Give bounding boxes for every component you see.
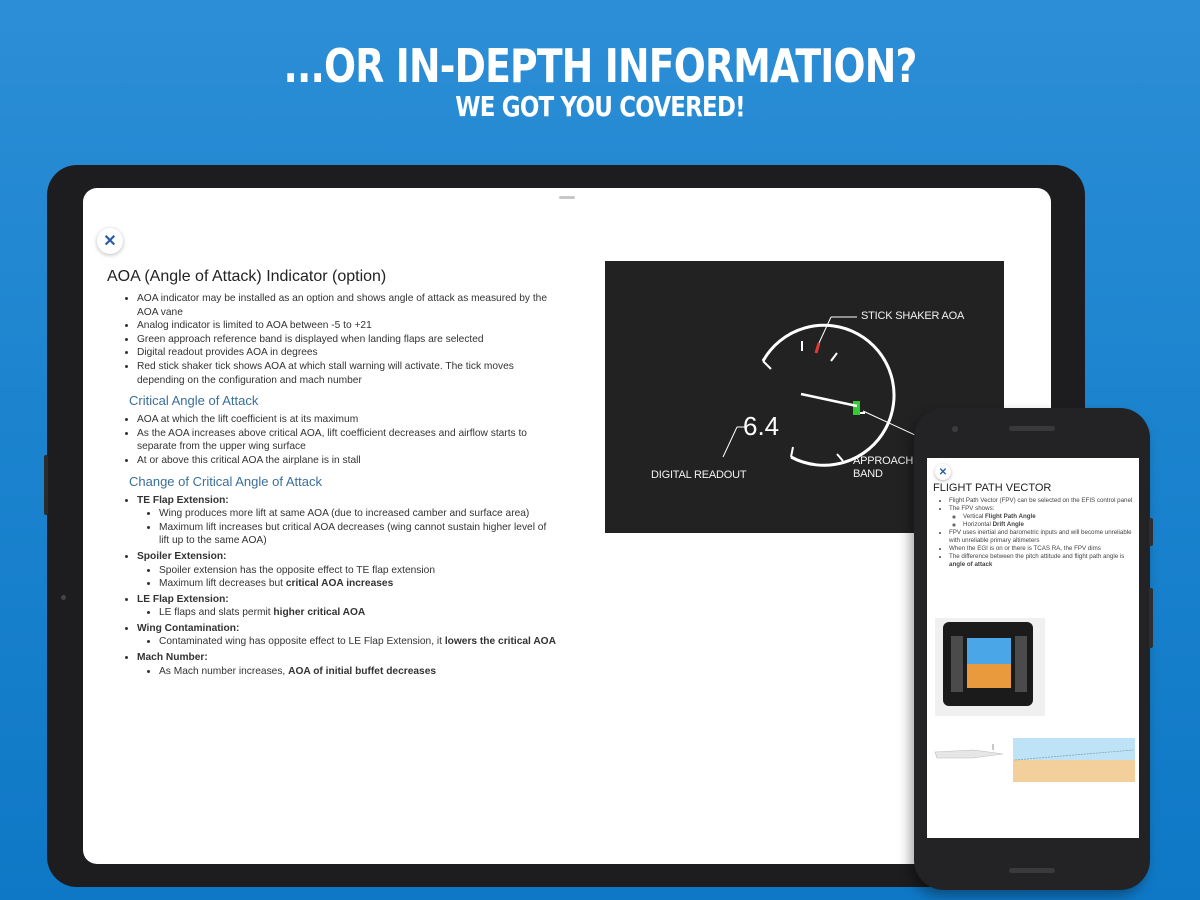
bold-text: lowers the critical AOA [444, 636, 556, 648]
flight-path-scene-image [933, 736, 1135, 784]
phone-speaker [1009, 426, 1055, 431]
phone-side-button [1149, 518, 1153, 546]
list-item [137, 494, 557, 548]
gauge-tick [831, 353, 837, 361]
list-item: • AOA indicator may be installed as an option and shows angle of attack as measured by the AOA vane [137, 292, 557, 319]
close-icon: ✕ [938, 466, 948, 478]
gauge-tick [837, 454, 843, 461]
tablet-camera [61, 595, 66, 600]
phone-speaker [1009, 868, 1055, 873]
list-item: • Red stick shaker tick shows AOA at which stall warning will activate. The tick moves depending on the configuration and mach number [137, 360, 557, 387]
approach-band-label-2: BAND [853, 468, 883, 480]
term-mach-number: Mach Number: [137, 652, 208, 664]
phone-article-title: FLIGHT PATH VECTOR [933, 482, 1052, 494]
gauge-tick [791, 447, 793, 457]
text-span: The FPV shows: [949, 505, 995, 512]
list-item [949, 505, 1133, 529]
bold-text: Drift Angle [992, 521, 1024, 528]
list-item: • FPV uses inertial and barometric inputs and will become unreliable with unreliable primary altimeters [949, 529, 1133, 545]
leader-line [863, 411, 915, 435]
stick-shaker-tick [816, 343, 819, 353]
list-item [963, 521, 1133, 529]
aoa-bullet-list [107, 292, 557, 387]
close-button[interactable] [97, 228, 123, 254]
text-span: Maximum lift decreases but [159, 578, 286, 590]
section-heading-change-critical-aoa: Change of Critical Angle of Attack [129, 473, 322, 489]
section-heading-critical-aoa: Critical Angle of Attack [129, 393, 259, 409]
list-item: • Flight Path Vector (FPV) can be selected on the EFIS control panel [949, 497, 1133, 505]
tablet-screen [83, 188, 1051, 864]
text-span: As Mach number increases, [159, 665, 289, 677]
list-item [137, 550, 557, 591]
term-te-flap: TE Flap Extension: [137, 494, 229, 506]
term-le-flap: LE Flap Extension: [137, 593, 229, 605]
text-span: The difference between the pitch attitude and flight path angle is [949, 553, 1125, 560]
list-item: • Maximum lift increases but critical AOA decreases (wing cannot sustain higher level of lift up to the same AOA) [159, 521, 557, 548]
speed-tape [951, 636, 963, 692]
sky-area [1013, 738, 1135, 760]
article-content [107, 268, 557, 678]
bold-text: Flight Path Angle [985, 513, 1036, 520]
approach-band [853, 401, 860, 415]
list-item [949, 553, 1133, 569]
bold-text: critical AOA increases [285, 578, 394, 590]
close-button[interactable] [935, 464, 951, 480]
gauge-tick [763, 361, 771, 369]
phone-article [933, 482, 1133, 569]
list-item: • Digital readout provides AOA in degrees [137, 346, 557, 360]
bold-text: higher critical AOA [273, 607, 366, 619]
attitude-ground [967, 664, 1011, 688]
list-item [159, 665, 557, 679]
list-item [137, 651, 557, 678]
list-item: • When the EGI is on or there is TCAS RA, the FPV dims [949, 545, 1133, 553]
tablet-side-button [44, 455, 48, 515]
bold-text: angle of attack [949, 561, 993, 568]
leader-line [819, 317, 831, 343]
digital-readout-value: 6.4 [743, 411, 780, 441]
critical-aoa-list [107, 413, 557, 467]
pfd-image [935, 618, 1045, 716]
stick-shaker-label: STICK SHAKER AOA [861, 310, 965, 322]
list-item [159, 606, 557, 620]
approach-band-label-1: APPROACH [853, 455, 914, 467]
phone-camera [952, 426, 958, 432]
list-item: • As the AOA increases above critical AOA, lift coefficient decreases and airflow starts to separate from the upper wing surface [137, 427, 557, 454]
headline-line-2: WE GOT YOU COVERED! [455, 90, 745, 123]
list-item [963, 513, 1133, 521]
text-span: Horizontal [963, 521, 993, 528]
pfd-display [943, 622, 1033, 706]
change-critical-aoa-list [107, 494, 557, 679]
term-wing-contamination: Wing Contamination: [137, 622, 240, 634]
list-item: • Green approach reference band is displayed when landing flaps are selected [137, 333, 557, 347]
leader-line [723, 427, 737, 457]
phone-side-button [1149, 588, 1153, 648]
promo-headline [108, 40, 1092, 122]
gauge-arc [763, 325, 894, 465]
article-title: AOA (Angle of Attack) Indicator (option) [107, 268, 387, 285]
gauge-needle [801, 394, 857, 406]
list-item: • Spoiler extension has the opposite effect to TE flap extension [159, 564, 557, 578]
altitude-tape [1015, 636, 1027, 692]
phone-screen [927, 458, 1139, 838]
attitude-sky [967, 638, 1011, 664]
headline-line-1: ...OR IN-DEPTH INFORMATION? [283, 39, 917, 93]
text-span: Contaminated wing has opposite effect to LE Flap Extension, it [159, 636, 445, 648]
bold-text: AOA of initial buffet decreases [288, 665, 437, 677]
list-item [137, 622, 557, 649]
text-span: Vertical [963, 513, 986, 520]
list-item: • At or above this critical AOA the airplane is in stall [137, 454, 557, 468]
close-icon: ✕ [103, 233, 117, 250]
list-item: • Wing produces more lift at same AOA (due to increased camber and surface area) [159, 507, 557, 521]
list-item [137, 593, 557, 620]
list-item [159, 577, 557, 591]
airplane-icon [935, 750, 1003, 758]
list-item [159, 635, 557, 649]
sheet-grabber[interactable] [559, 196, 575, 199]
digital-readout-label: DIGITAL READOUT [651, 469, 747, 481]
list-item: • Analog indicator is limited to AOA between -5 to +21 [137, 319, 557, 333]
ground-area [1013, 760, 1135, 782]
term-spoiler: Spoiler Extension: [137, 550, 227, 562]
text-span: LE flaps and slats permit [159, 607, 274, 619]
list-item: • AOA at which the lift coefficient is at its maximum [137, 413, 557, 427]
